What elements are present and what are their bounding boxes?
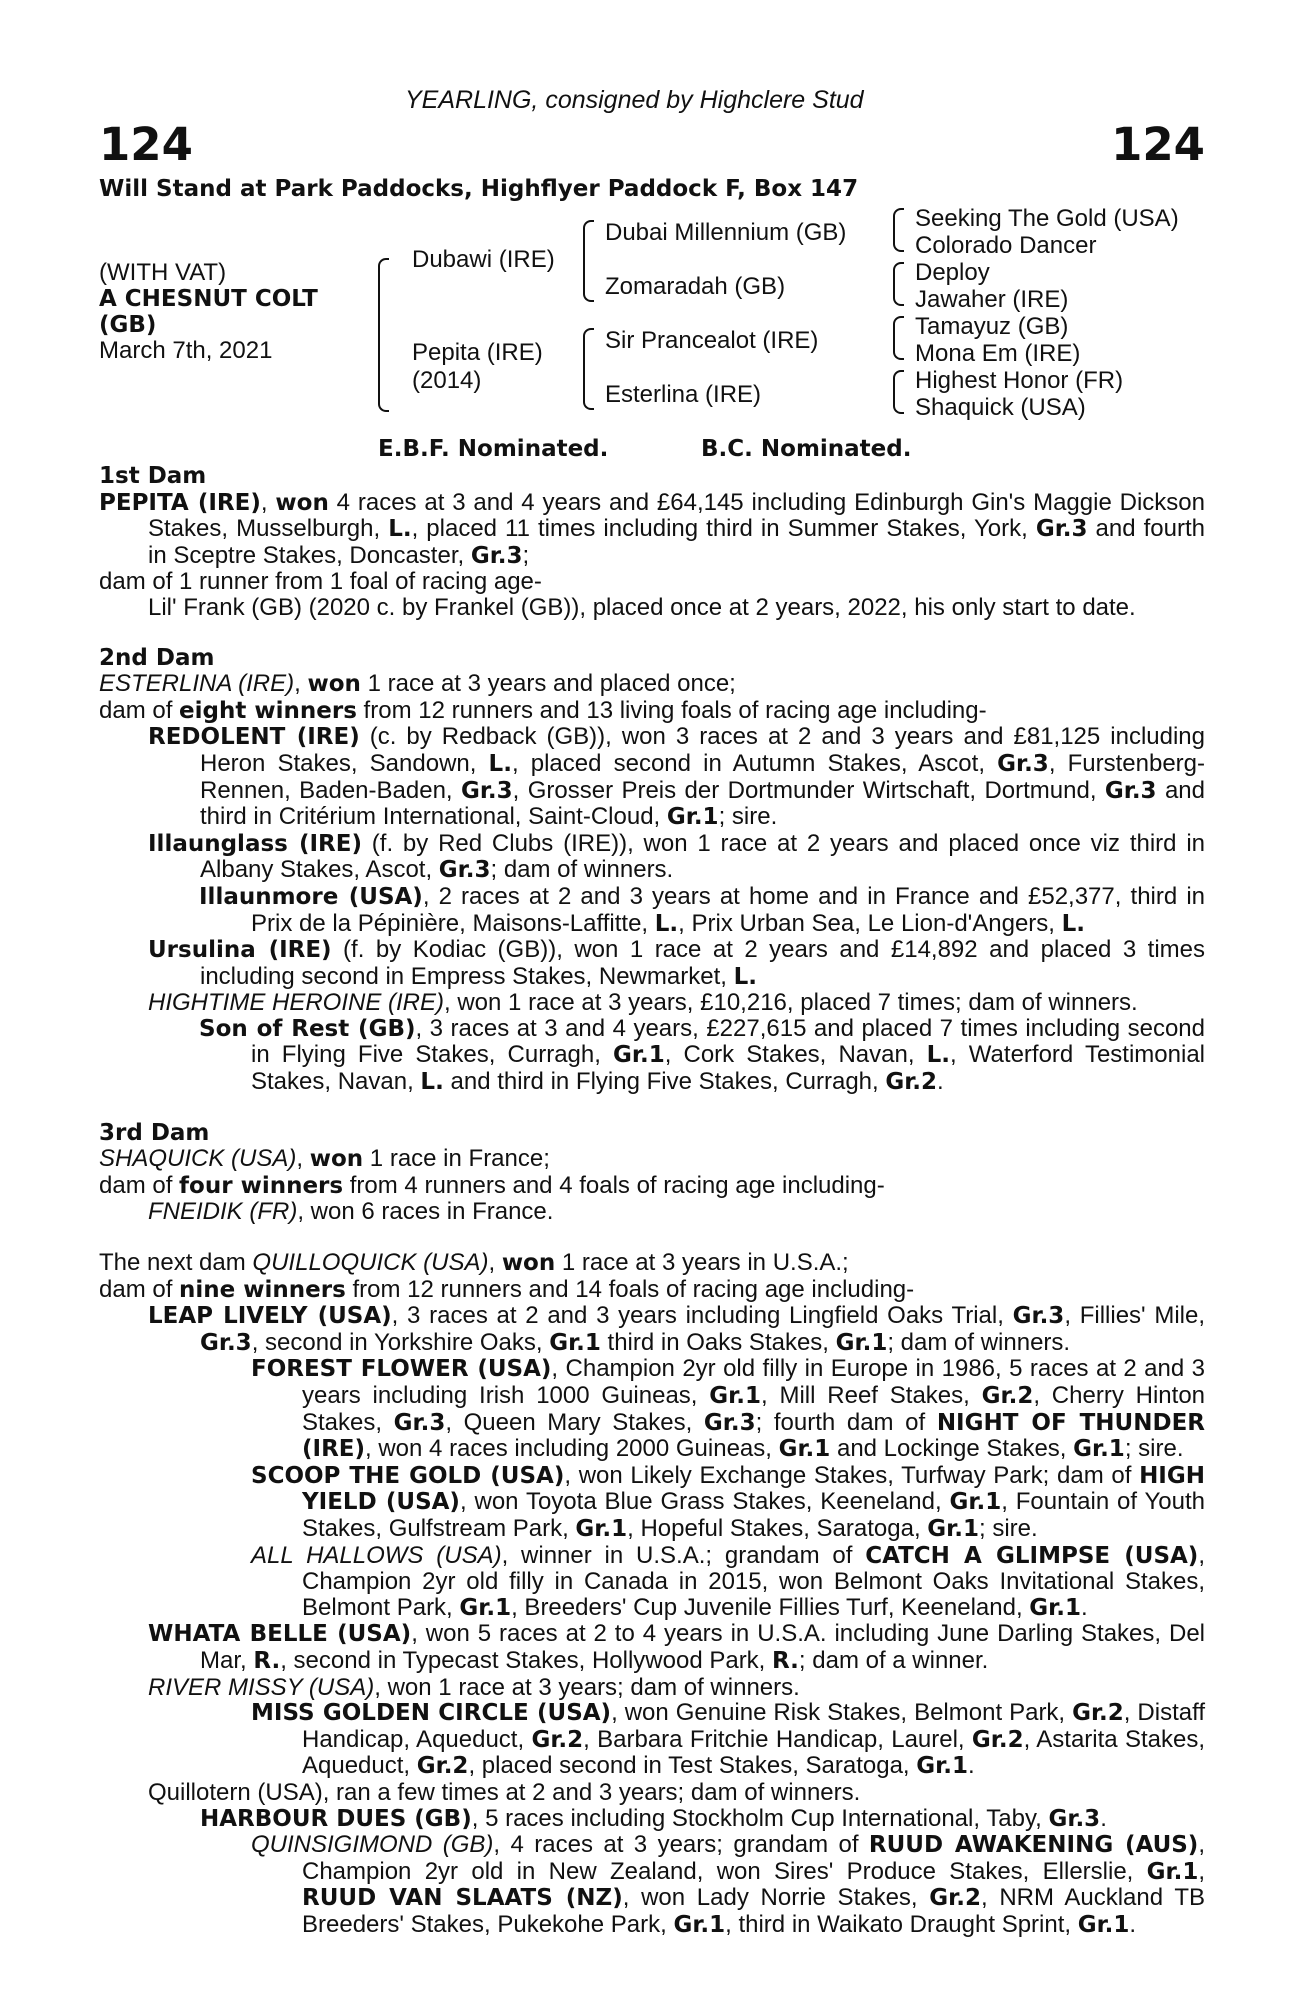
produce-entry: Ursulina (IRE) (f. by Kodiac (GB)), won 1 race at 2 years and £14,892 and placed 3 times including second in Empress Stakes, Newmarket, L. (148, 936, 1205, 990)
dam-paragraph: PEPITA (IRE), won 4 races at 3 and 4 years and £64,145 including Edinburgh Gin's Maggie Dickson Stakes, Musselburgh, L., placed 11 times including third in Summer Stakes, York, Gr.3 and fourth in Sceptre Stakes, Doncaster, Gr.3; (99, 488, 1206, 569)
vat-note: (WITH VAT) (99, 259, 227, 286)
pedigree-brace (378, 258, 389, 412)
produce-entry: Illaunglass (IRE) (f. by Red Clubs (IRE)), won 1 race at 2 years and placed once viz third in Albany Stakes, Ascot, Gr.3; dam of winners. (148, 829, 1205, 884)
pedigree-dam-year: (2014) (412, 367, 482, 394)
produce-entry: QUINSIGIMOND (GB), 4 races at 3 years; grandam of RUUD AWAKENING (AUS), Champion 2yr old in New Zealand, won Sires' Produce Stakes, Ellerslie, Gr.1, RUUD VAN SLAATS (NZ), won Lady Norrie Stakes, Gr.2, NRM Auckland TB Breeders' Stakes, Pukekohe Park, Gr.1, third in Waikato Draught Sprint, Gr.1. (251, 1831, 1205, 1938)
produce-entry: FNEIDIK (FR), won 6 races in France. (148, 1198, 554, 1226)
consignment-line: YEARLING, consigned by Highclere Stud (405, 86, 864, 114)
pedigree-gen3: Shaquick (USA) (915, 394, 1086, 421)
produce-entry: SCOOP THE GOLD (USA), won Likely Exchange Stakes, Turfway Park; dam of HIGH YIELD (USA), won Toyota Blue Grass Stakes, Keeneland, Gr.1, Fountain of Youth Stakes, Gulfstream Park, Gr.1, Hopeful Stakes, Saratoga, Gr.1; sire. (251, 1461, 1206, 1542)
dam-paragraph: ESTERLINA (IRE), won 1 race at 3 years and placed once; (99, 670, 736, 698)
produce-summary: dam of four winners from 4 runners and 4 foals of racing age including- (99, 1171, 885, 1199)
foaling-date: March 7th, 2021 (99, 336, 273, 364)
produce-entry: Son of Rest (GB), 3 races at 3 and 4 years, £227,615 and placed 7 times including second in Flying Five Stakes, Curragh, Gr.1, Cork Stakes, Navan, L., Waterford Testimonial Stakes, Navan, L. and third in Flying Five Stakes, Curragh, Gr.2. (199, 1014, 1206, 1096)
produce-entry: Lil' Frank (GB) (2020 c. by Frankel (GB)), placed once at 2 years, 2022, his only start to date. (148, 593, 1136, 621)
produce-entry: HIGHTIME HEROINE (IRE), won 1 race at 3 years, £10,216, placed 7 times; dam of winners. (148, 989, 1138, 1017)
lot-number-left: 124 (99, 118, 193, 171)
produce-entry: ALL HALLOWS (USA), winner in U.S.A.; grandam of CATCH A GLIMPSE (USA), Champion 2yr old filly in Canada in 2015, won Belmont Oaks Invitational Stakes, Belmont Park, Gr.1, Breeders' Cup Juvenile Fillies Turf, Keeneland, Gr.1. (251, 1541, 1205, 1621)
produce-entry: MISS GOLDEN CIRCLE (USA), won Genuine Risk Stakes, Belmont Park, Gr.2, Distaff Handicap, Aqueduct, Gr.2, Barbara Fritchie Handicap, Laurel, Gr.2, Astarita Stakes, Aqueduct, Gr.2, placed second in Test Stakes, Saratoga, Gr.1. (251, 1699, 1205, 1780)
stand-location: Will Stand at Park Paddocks, Highflyer Paddock F, Box 147 (99, 176, 859, 202)
pedigree-gen3: Mona Em (IRE) (915, 340, 1081, 367)
pedigree-gen3: Tamayuz (GB) (915, 313, 1069, 340)
lot-title: A CHESNUT COLT (99, 285, 318, 312)
pedigree-dam-dam: Esterlina (IRE) (605, 381, 762, 408)
lot-number-right: 124 (1111, 118, 1205, 171)
section-heading-2nd-dam: 2nd Dam (99, 644, 215, 671)
pedigree-dam: Pepita (IRE) (412, 339, 543, 366)
next-dam-paragraph: The next dam QUILLOQUICK (USA), won 1 race at 3 years in U.S.A.; (99, 1249, 849, 1277)
produce-entry: FOREST FLOWER (USA), Champion 2yr old filly in Europe in 1986, 5 races at 2 and 3 years including Irish 1000 Guineas, Gr.1, Mill Reef Stakes, Gr.2, Cherry Hinton Stakes, Gr.3, Queen Mary Stakes, Gr.3; fourth dam of NIGHT OF THUNDER (IRE), won 4 races including 2000 Guineas, Gr.1 and Lockinge Stakes, Gr.1; sire. (251, 1355, 1206, 1463)
pedigree-brace (893, 262, 904, 306)
pedigree-brace (893, 370, 904, 414)
section-heading-3rd-dam: 3rd Dam (99, 1119, 210, 1146)
produce-summary: dam of eight winners from 12 runners and 13 living foals of racing age including- (99, 696, 987, 724)
dam-paragraph: SHAQUICK (USA), won 1 race in France; (99, 1145, 550, 1173)
pedigree-brace (893, 316, 904, 360)
pedigree-gen3: Deploy (915, 259, 990, 286)
pedigree-sire-dam: Zomaradah (GB) (605, 273, 786, 300)
produce-summary: dam of nine winners from 12 runners and 14 foals of racing age including- (99, 1275, 915, 1303)
produce-entry: Illaunmore (USA), 2 races at 2 and 3 years at home and in France and £52,377, third in Prix de la Pépinière, Maisons-Laffitte, L., Prix Urban Sea, Le Lion-d'Angers, L. (199, 882, 1206, 937)
produce-entry: Quillotern (USA), ran a few times at 2 and 3 years; dam of winners. (148, 1778, 861, 1806)
produce-entry: LEAP LIVELY (USA), 3 races at 2 and 3 years including Lingfield Oaks Trial, Gr.3, Fillies' Mile, Gr.3, second in Yorkshire Oaks, Gr.1 third in Oaks Stakes, Gr.1; dam of winners. (148, 1302, 1206, 1356)
pedigree-brace (893, 208, 904, 252)
pedigree-gen3: Colorado Dancer (915, 232, 1097, 259)
ebf-nomination: E.B.F. Nominated. (378, 436, 609, 462)
lot-description (99, 260, 318, 364)
produce-entry: REDOLENT (IRE) (c. by Redback (GB)), won 3 races at 2 and 3 years and £81,125 including Heron Stakes, Sandown, L., placed second in Autumn Stakes, Ascot, Gr.3, Furstenberg-Rennen, Baden-Baden, Gr.3, Grosser Preis der Dortmunder Wirtschaft, Dortmund, Gr.3 and third in Critérium International, Saint-Cloud, Gr.1; sire. (148, 723, 1206, 831)
section-heading-1st-dam: 1st Dam (99, 463, 207, 489)
lot-title-country: (GB) (99, 311, 157, 338)
pedigree-gen3: Highest Honor (FR) (915, 367, 1124, 394)
produce-entry: RIVER MISSY (USA), won 1 race at 3 years; dam of winners. (148, 1673, 800, 1701)
pedigree-gen3: Seeking The Gold (USA) (915, 205, 1179, 232)
bc-nomination: B.C. Nominated. (701, 436, 912, 462)
produce-entry: WHATA BELLE (USA), won 5 races at 2 to 4 years in U.S.A. including June Darling Stakes, Del Mar, R., second in Typecast Stakes, Hollywood Park, R.; dam of a winner. (148, 1620, 1205, 1674)
pedigree-sire-sire: Dubai Millennium (GB) (605, 219, 847, 246)
pedigree-brace (583, 220, 594, 302)
produce-summary: dam of 1 runner from 1 foal of racing age- (99, 568, 542, 596)
pedigree-brace (583, 328, 594, 410)
catalogue-body (99, 464, 1205, 1938)
pedigree-dam-sire: Sir Prancealot (IRE) (605, 327, 819, 354)
pedigree-sire: Dubawi (IRE) (412, 246, 555, 273)
produce-entry: HARBOUR DUES (GB), 5 races including Stockholm Cup International, Taby, Gr.3. (200, 1804, 1107, 1832)
pedigree-gen3: Jawaher (IRE) (915, 286, 1069, 313)
